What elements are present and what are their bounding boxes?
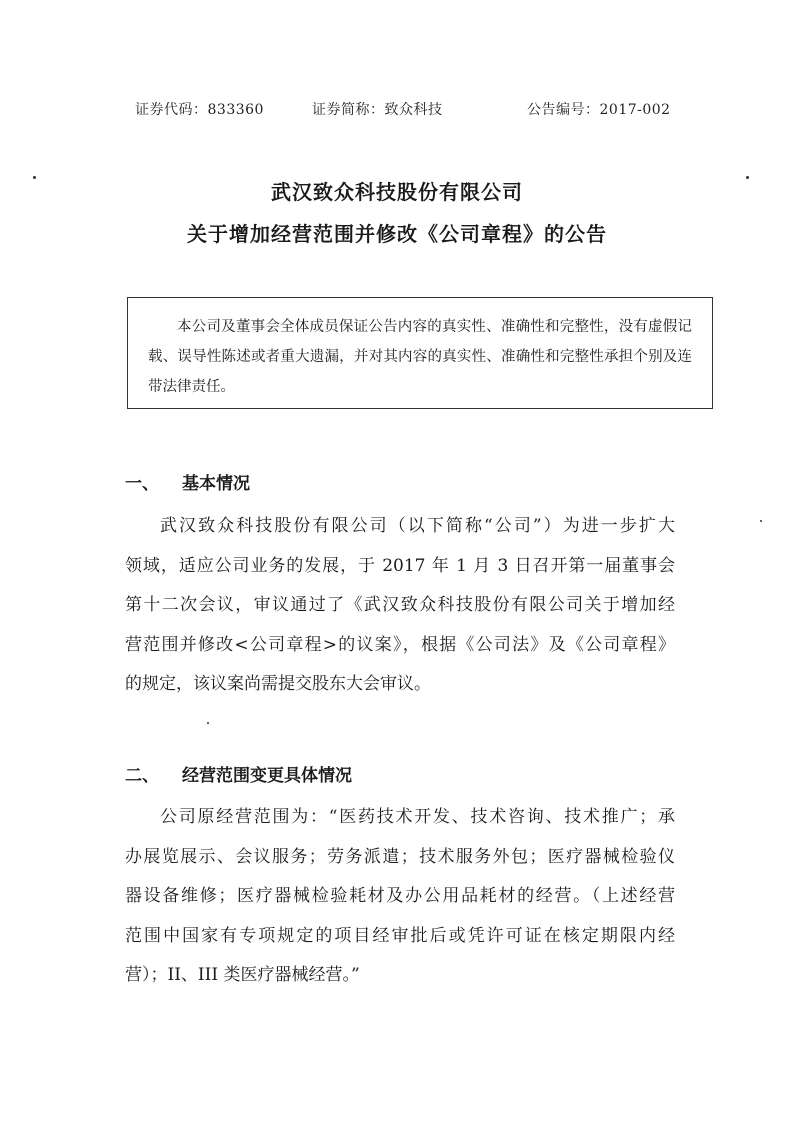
paragraph-line: 营范围并修改<公司章程>的议案》，根据《公司法》及《公司章程》 bbox=[125, 634, 675, 655]
paragraph-line: 器设备维修；医疗器械检验耗材及办公用品耗材的经营。（上述经营 bbox=[125, 886, 675, 906]
scan-speck bbox=[207, 722, 209, 724]
paragraph-line: 办展览展示、会议服务；劳务派遣；技术服务外包；医疗器械检验仪 bbox=[125, 846, 675, 867]
paragraph-line: 第十二次会议，审议通过了《武汉致众科技股份有限公司关于增加经 bbox=[125, 595, 675, 615]
document-title-subject: 关于增加经营范围并修改《公司章程》的公告 bbox=[187, 222, 607, 246]
section-title: 基本情况 bbox=[182, 474, 250, 494]
paragraph-line: 公司原经营范围为：“医药技术开发、技术咨询、技术推广；承 bbox=[160, 807, 675, 827]
section-number: 一、 bbox=[125, 474, 159, 494]
section-paragraph-scope-change bbox=[125, 798, 675, 996]
security-code: 证券代码：833360 bbox=[135, 102, 264, 118]
document-title-company: 武汉致众科技股份有限公司 bbox=[271, 180, 523, 204]
paragraph-line: 的规定，该议案尚需提交股东大会审议。 bbox=[125, 674, 431, 694]
section-title: 经营范围变更具体情况 bbox=[182, 766, 352, 786]
scan-speck bbox=[33, 176, 36, 179]
section-heading-basic-info bbox=[125, 469, 250, 494]
paragraph-line: 武汉致众科技股份有限公司（以下简称“公司”）为进一步扩大 bbox=[160, 516, 675, 536]
scan-speck bbox=[746, 176, 749, 179]
section-number: 二、 bbox=[125, 766, 159, 786]
security-abbreviation: 证券简称：致众科技 bbox=[312, 102, 443, 118]
paragraph-line: 范围中国家有专项规定的项目经审批后或凭许可证在核定期限内经 bbox=[125, 925, 675, 946]
notice-number: 公告编号：2017-002 bbox=[527, 102, 671, 118]
scan-speck bbox=[760, 520, 762, 522]
paragraph-line: 领域，适应公司业务的发展，于 2017 年 1 月 3 日召开第一届董事会 bbox=[125, 555, 675, 576]
disclaimer-box: 本公司及董事会全体成员保证公告内容的真实性、准确性和完整性，没有虚假记载、误导性陈述或者重大遗漏，并对其内容的真实性、准确性和完整性承担个别及连带法律责任。 bbox=[127, 297, 713, 409]
section-paragraph-basic-info bbox=[125, 507, 675, 705]
section-heading-scope-change bbox=[125, 761, 352, 786]
paragraph-line: 营）；II、III 类医疗器械经营。” bbox=[125, 965, 360, 985]
